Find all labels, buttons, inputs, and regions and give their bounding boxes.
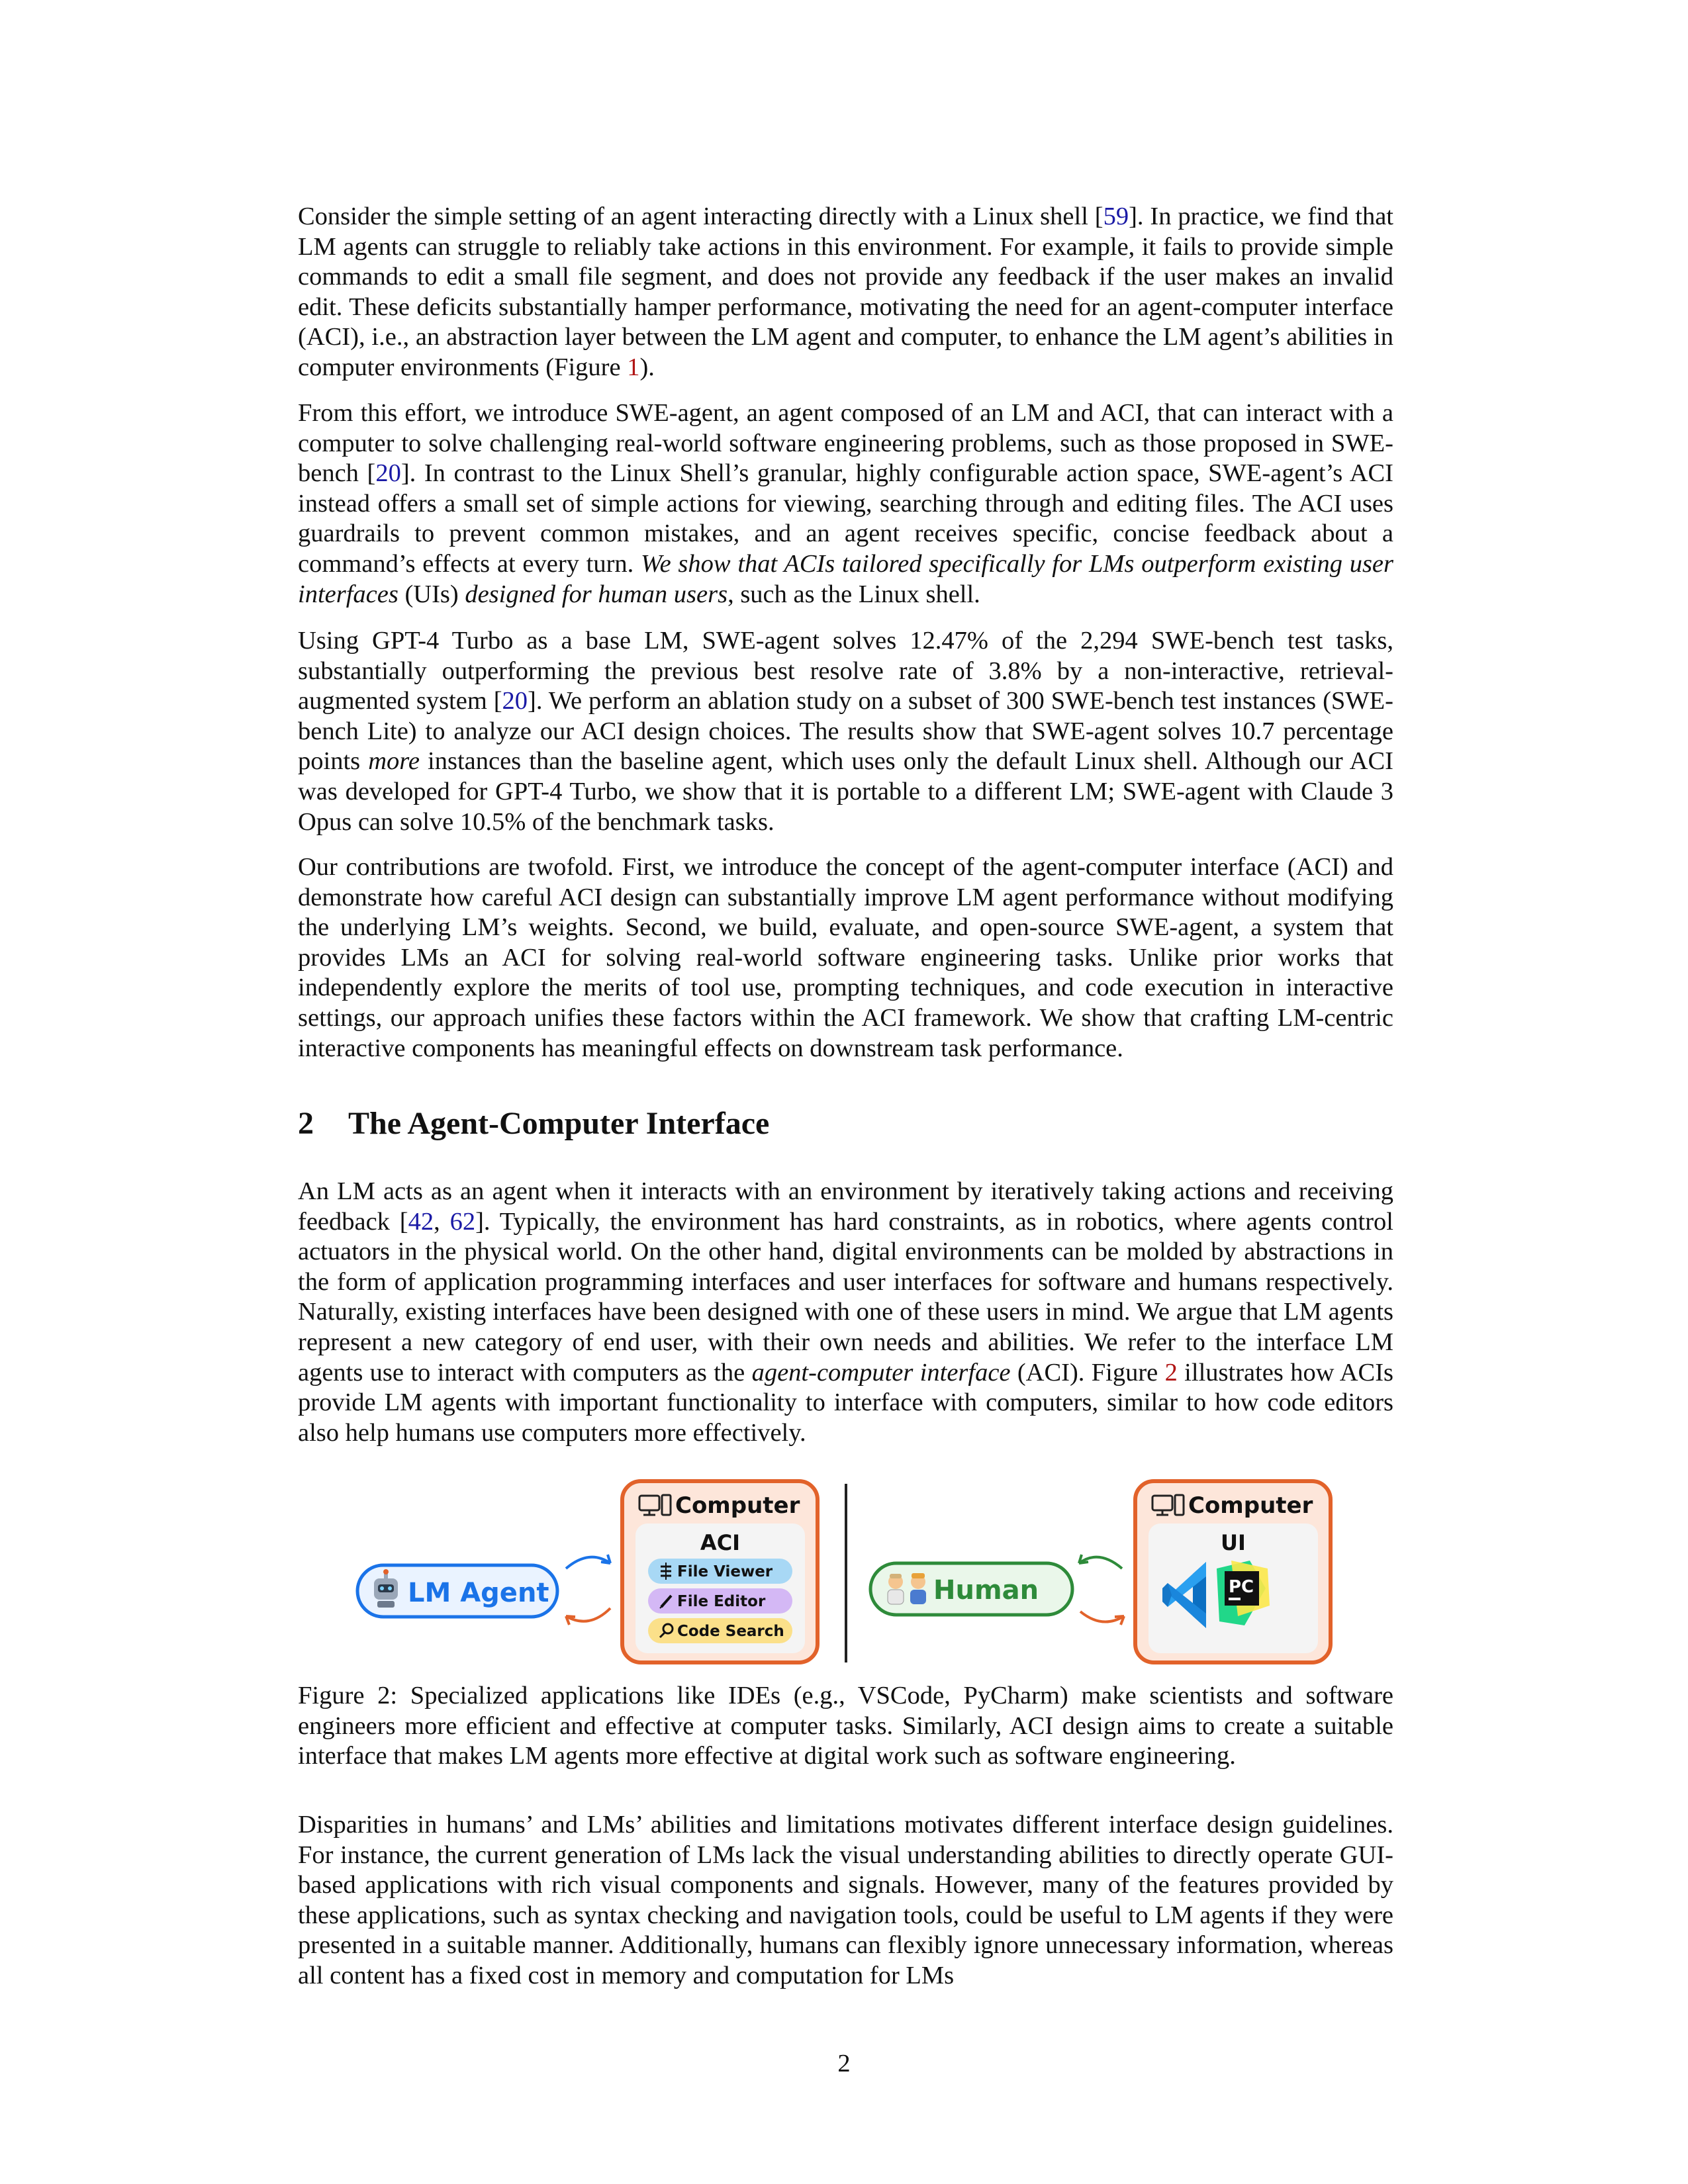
tool-label: File Editor: [677, 1593, 766, 1610]
pycharm-badge-text: PC: [1229, 1577, 1254, 1597]
computer-box-left: [622, 1481, 818, 1662]
lm-agent-box: [357, 1565, 557, 1617]
section-number: 2: [298, 1106, 314, 1141]
citation-link[interactable]: 20: [502, 687, 528, 715]
figure-2: [344, 1476, 1350, 1674]
citation-link[interactable]: 59: [1103, 203, 1129, 230]
agent-to-aci-arrow: [566, 1555, 610, 1569]
computer-box-right: [1135, 1481, 1331, 1662]
aci-to-agent-arrow: [566, 1608, 610, 1625]
human-to-ui-arrow: [1080, 1612, 1124, 1625]
paragraph-4: [298, 852, 1393, 1064]
human-label: Human: [933, 1575, 1039, 1606]
paragraph-text: An LM acts as an agent when it interacts with an environment by iteratively taking actions and receiving feedback [42, 62]. Typically, the environment has hard constraints, as in robotics, where agents control actuators in the physical world. On the other hand, digital environments can be molded by abstractions in the form of application programming interfaces and user interfaces for software and humans respectively. Naturally, existing interfaces have been designed with one of these users in mind. We argue that LM agents represent a new category of end user, with their own needs and abilities. We refer to the interface LM agents use to interact with computers as the agent-computer interface (ACI). Figure 2 illustrates how ACIs provide LM agents with important functionality to interface with computers, similar to how code editors also help humans use computers more effectively.: [298, 1177, 1393, 1447]
tool-label: File Viewer: [677, 1563, 773, 1580]
tool-code-search: [648, 1618, 792, 1643]
computer-label-right: Computer: [1188, 1492, 1313, 1519]
paragraph-text: Consider the simple setting of an agent interacting directly with a Linux shell [59]. In practice, we find that LM agents can struggle to reliably take actions in this environment. For example, it fails to provide simple commands to edit a small file segment, and does not provide any feedback if the user makes an invalid edit. These deficits substantially hamper performance, motivating the need for an agent-computer interface (ACI), i.e., an abstraction layer between the LM agent and computer, to enhance the LM agent’s abilities in computer environments (Figure 1).: [298, 203, 1393, 381]
paragraph-text: Disparities in humans’ and LMs’ abilities and limitations motivates different interface design guidelines. For instance, the current generation of LMs lack the visual understanding abilities to directly operate GUI-based applications with rich visual components and signals. However, many of the features provided by these applications, such as syntax checking and navigation tools, could be useful to LM agents if they were presented in a suitable manner. Additionally, humans can flexibly ignore unnecessary information, whereas all content has a fixed cost in memory and computation for LMs: [298, 1811, 1393, 1989]
lm-agent-label: LM Agent: [408, 1578, 549, 1608]
figure-caption: [298, 1681, 1393, 1772]
paragraph-6: [298, 1810, 1393, 1991]
paragraph-text: Using GPT-4 Turbo as a base LM, SWE-agent solves 12.47% of the 2,294 SWE-bench test tasks, substantially outperforming the previous best resolve rate of 3.8% by a non-interactive, retrieval-augmented system [20]. We perform an ablation study on a subset of 300 SWE-bench test instances (SWE-bench Lite) to analyze our ACI design choices. The results show that SWE-agent solves 10.7 percentage points more instances than the baseline agent, which uses only the default Linux shell. Although our ACI was developed for GPT-4 Turbo, we show that it is portable to a different LM; SWE-agent with Claude 3 Opus can solve 10.5% of the benchmark tasks.: [298, 627, 1393, 836]
section-heading: [298, 1105, 1393, 1142]
ui-to-human-arrow: [1079, 1555, 1122, 1569]
paragraph-5: [298, 1177, 1393, 1448]
caption-prefix: Figure 2:: [298, 1682, 410, 1709]
tool-label: Code Search: [677, 1623, 784, 1640]
caption-text: Specialized applications like IDEs (e.g., VSCode, PyCharm) make scientists and software engineers more efficient and effective at computer tasks. Similarly, ACI design aims to create a suitable interface that makes LM agents more effective at digital work such as software engineering.: [298, 1682, 1394, 1770]
computer-label-left: Computer: [675, 1492, 800, 1519]
paragraph-text: Our contributions are twofold. First, we introduce the concept of the agent-computer interface (ACI) and demonstrate how careful ACI design can substantially improve LM agent performance without modifying the underlying LM’s weights. Second, we build, evaluate, and open-source SWE-agent, a system that provides LMs an ACI for solving real-world software engineering tasks. Unlike prior works that independently explore the merits of tool use, prompting techniques, and code execution in interactive settings, our approach unifies these factors within the ACI framework. We show that crafting LM-centric interactive components has meaningful effects on downstream task performance.: [298, 853, 1393, 1062]
citation-link[interactable]: 62: [449, 1207, 476, 1236]
aci-label: ACI: [700, 1530, 741, 1555]
citation-link[interactable]: 42: [408, 1207, 434, 1236]
ui-label: UI: [1221, 1530, 1246, 1555]
paragraph-1: [298, 202, 1393, 383]
citation-link[interactable]: 20: [375, 459, 401, 488]
figure-ref-link[interactable]: 1: [627, 353, 640, 381]
paragraph-2: [298, 398, 1393, 610]
paragraph-3: [298, 626, 1393, 837]
paragraph-text: From this effort, we introduce SWE-agent, an agent composed of an LM and ACI, that can interact with a computer to solve challenging real-world software engineering problems, such as those proposed in SWE-bench [20]. In contrast to the Linux Shell’s granular, highly configurable action space, SWE-agent’s ACI instead offers a small set of simple actions for viewing, searching through and editing files. The ACI uses guardrails to prevent common mistakes, and an agent receives specific, concise feedback about a command’s effects at every turn. We show that ACIs tailored specifically for LMs outperform existing user interfaces (UIs) designed for human users, such as the Linux shell.: [298, 399, 1393, 608]
tool-file-editor: [648, 1588, 792, 1614]
page-number: 2: [837, 2050, 851, 2077]
section-title: The Agent-Computer Interface: [348, 1106, 770, 1141]
tool-file-viewer: [648, 1559, 792, 1584]
human-box: [870, 1563, 1072, 1615]
figure-ref-link[interactable]: 2: [1164, 1358, 1178, 1387]
